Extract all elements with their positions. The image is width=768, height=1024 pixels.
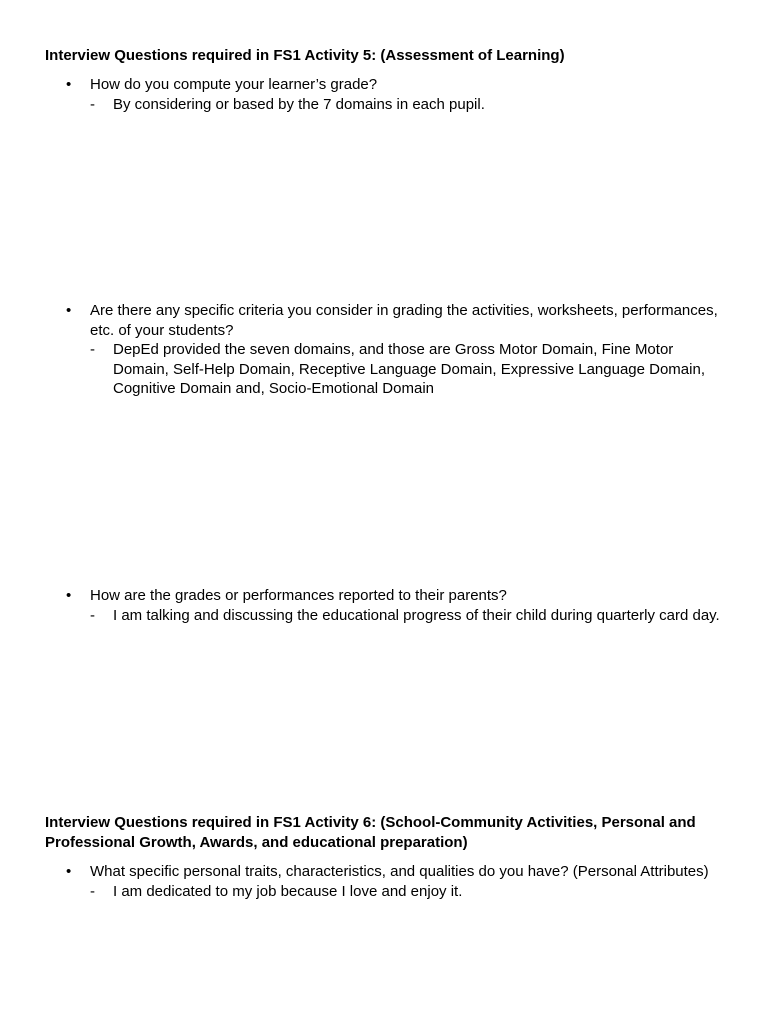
dash-marker: -: [90, 95, 95, 113]
answer-label: I am dedicated to my job because I love and enjoy it.: [113, 882, 463, 900]
bullet-icon: •: [66, 76, 72, 93]
answer-text: [0, 340, 768, 399]
question-text: [0, 862, 768, 882]
answer-text: [0, 882, 768, 902]
question-text: [0, 75, 768, 95]
answer-text: [0, 95, 768, 115]
dash-marker: -: [90, 882, 95, 900]
question-label: What specific personal traits, characteristics, and qualities do you have? (Personal Attributes): [90, 863, 709, 880]
bullet-icon: •: [66, 863, 72, 880]
question-label: How are the grades or performances reported to their parents?: [90, 587, 507, 604]
dash-marker: -: [90, 606, 95, 624]
bullet-icon: •: [66, 302, 72, 319]
answer-text: [0, 606, 768, 626]
question-item: [0, 75, 768, 114]
activity5-heading: Interview Questions required in FS1 Activity 5: (Assessment of Learning): [45, 47, 565, 64]
answer-label: By considering or based by the 7 domains in each pupil.: [113, 95, 485, 113]
bullet-icon: •: [66, 587, 72, 604]
answer-label: DepEd provided the seven domains, and those are Gross Motor Domain, Fine Motor Domain, Self-Help Domain, Receptive Language Domain, Expressive Language Domain, Cognitive Domain and, Socio-Emotional Domain: [113, 341, 705, 397]
question-item: [0, 301, 768, 399]
question-text: [0, 301, 768, 340]
answer-label: I am talking and discussing the educational progress of their child during quarterly card day.: [113, 606, 720, 624]
activity6-heading: Interview Questions required in FS1 Activity 6: (School-Community Activities, Personal and Professional Growth, Awards, and educational preparation): [45, 814, 696, 851]
dash-marker: -: [90, 341, 95, 358]
question-label: Are there any specific criteria you consider in grading the activities, worksheets, performances, etc. of your students?: [90, 302, 718, 339]
question-item: [0, 586, 768, 625]
question-label: How do you compute your learner’s grade?: [90, 76, 378, 93]
question-item: [0, 862, 768, 901]
question-text: [0, 586, 768, 606]
